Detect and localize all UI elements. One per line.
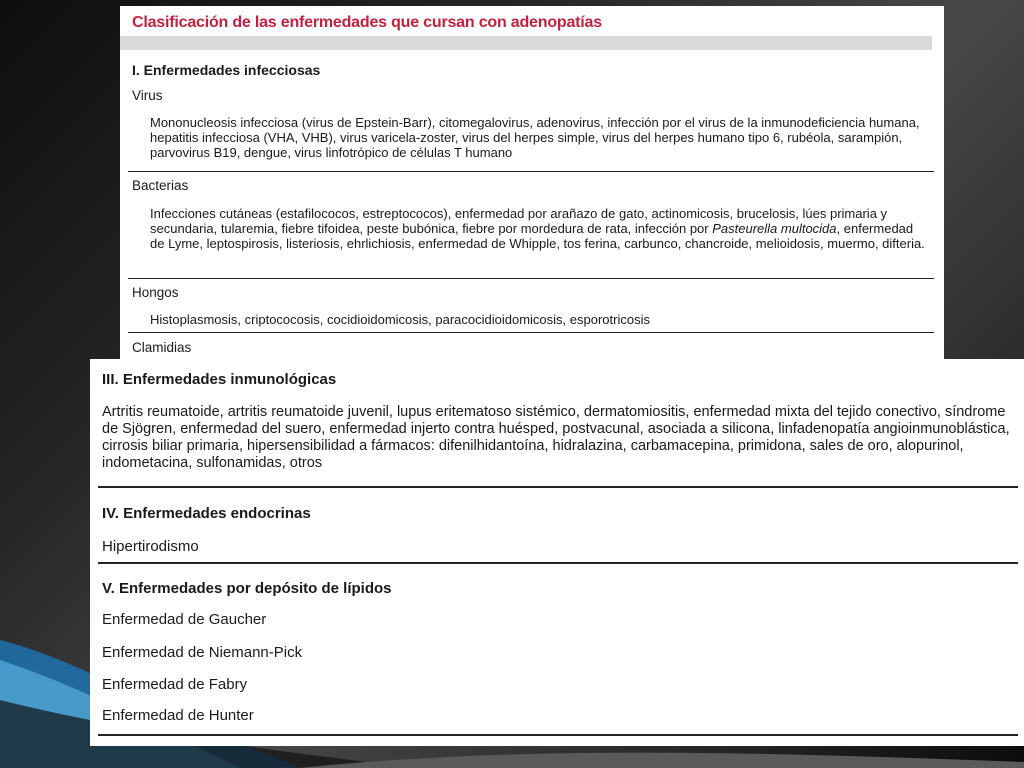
- lipid-list-item: Enfermedad de Niemann-Pick: [102, 644, 303, 661]
- hongos-text: Histoplasmosis, criptococosis, cocidioidomicosis, paracocidioidomicosis, esporotricosis: [150, 312, 650, 327]
- bacterias-text-part-1: Infecciones cutáneas (estafilococos, estreptococos), enfermedad por arañazo de gato, actinomicosis, brucelosis, lúes primaria y secundaria, tularemia, fiebre tifoidea, peste bubónica, fiebre por mordedura de rata, infección por: [150, 206, 888, 236]
- divider: [128, 171, 934, 172]
- clamidias-label: Clamidias: [132, 340, 192, 355]
- lipid-list-item: Enfermedad de Fabry: [102, 676, 248, 693]
- section-1-heading: I. Enfermedades infecciosas: [132, 62, 321, 78]
- section-3-text: Artritis reumatoide, artritis reumatoide juvenil, lupus eritematoso sistémico, dermatomiositis, enfermedad mixta del tejido conectivo, síndrome de Sjögren, enfermedad del suero, enfermedad injerto contra huésped, postvacunal, asociada a silicona, linfadenopatía angioinmunoblástica, cirrosis biliar primaria, hipersensibilidad a fármacos: difenilhidantoína, hidralazina, carbamacepina, primidona, sales de oro, alopurinol, indometacina, sulfonamidas, otros: [102, 404, 1010, 471]
- virus-text: Mononucleosis infecciosa (virus de Epstein-Barr), citomegalovirus, adenovirus, infección por el virus de la inmunodeficiencia humana, hepatitis infecciosa (VHA, VHB), virus varicela-zoster, virus del herpes simple, virus del herpes humano tipo 6, rubéola, sarampión, parvovirus B19, dengue, virus linfotrópico de células T humano: [150, 115, 920, 160]
- document-title: Clasificación de las enfermedades que cursan con adenopatías: [132, 14, 602, 31]
- divider: [128, 278, 934, 279]
- grey-stripe-shape: [300, 753, 1024, 768]
- divider: [98, 486, 1018, 488]
- lipid-list-item: Enfermedad de Hunter: [102, 707, 254, 724]
- lipid-list-item: Enfermedad de Gaucher: [102, 611, 267, 628]
- divider: [98, 562, 1018, 564]
- virus-label: Virus: [132, 88, 163, 103]
- lower-document-page: [90, 359, 1024, 746]
- pasteurella-italic-text: Pasteurella multocida: [712, 221, 837, 236]
- hongos-label: Hongos: [132, 285, 179, 300]
- section-4-item: Hipertirodismo: [102, 538, 199, 555]
- title-bar: [120, 36, 932, 50]
- section-3-heading: III. Enfermedades inmunológicas: [102, 371, 337, 388]
- upper-document-page: [120, 6, 944, 362]
- bacterias-label: Bacterias: [132, 178, 189, 193]
- divider: [128, 332, 934, 333]
- bacterias-text-part-2: , enfermedad de Lyme, leptospirosis, listeriosis, ehrlichiosis, enfermedad de Whipple, tos ferina, carbunco, chancroide, melioidosis, muermo, difteria.: [150, 221, 925, 251]
- section-5-heading: V. Enfermedades por depósito de lípidos: [102, 580, 392, 597]
- section-4-heading: IV. Enfermedades endocrinas: [102, 505, 311, 522]
- bacterias-text: [150, 206, 930, 251]
- divider: [98, 734, 1018, 736]
